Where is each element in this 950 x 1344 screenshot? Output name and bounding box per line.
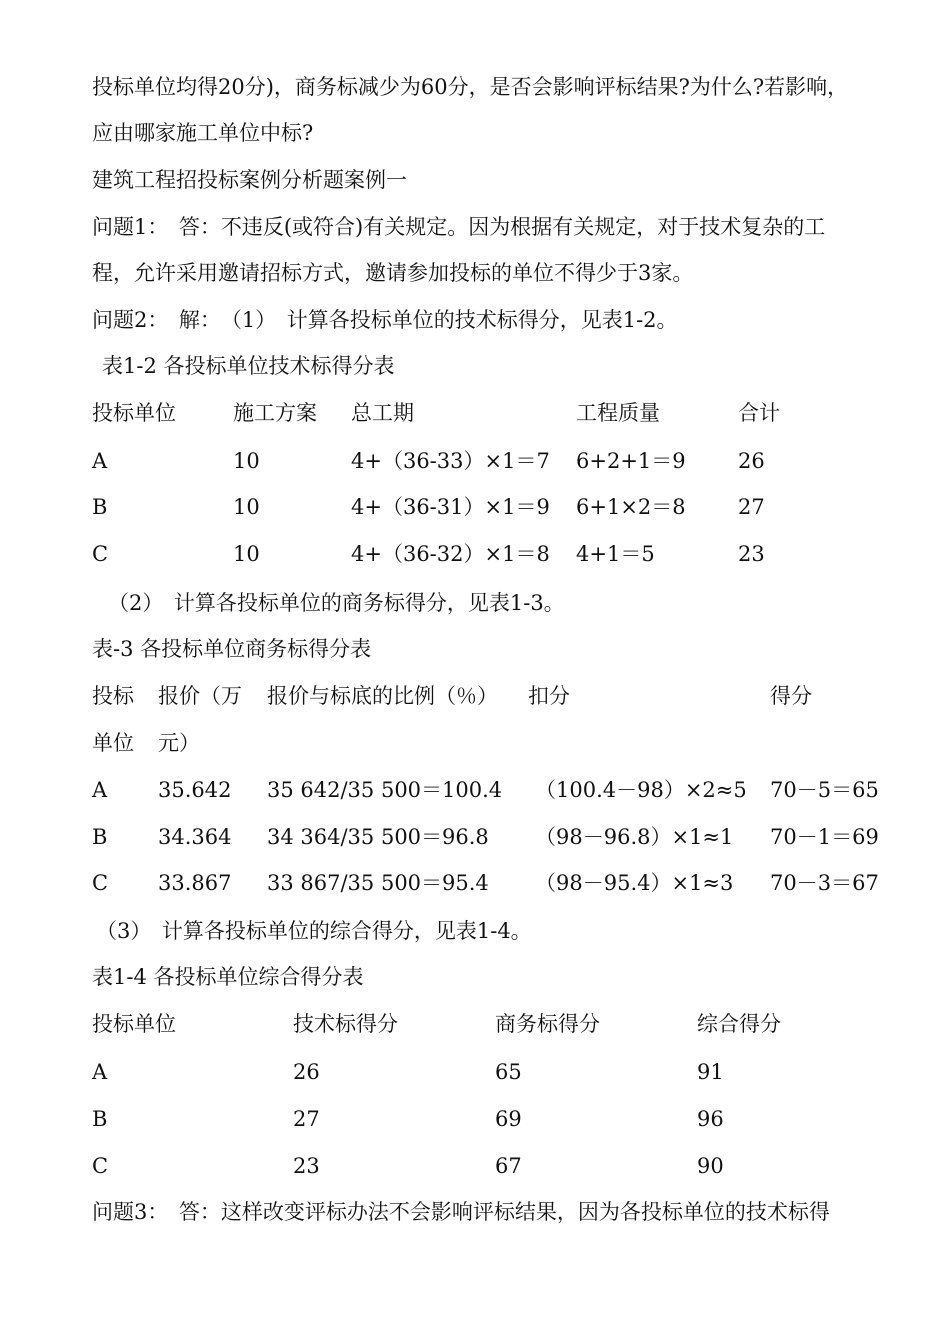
header-cell: 综合得分	[697, 1012, 781, 1036]
table-cell: B	[92, 825, 108, 849]
header-cell: 技术标得分	[293, 1012, 398, 1036]
table-cell: 23	[738, 542, 765, 566]
table-cell: A	[92, 449, 108, 473]
table-cell: 35.642	[158, 778, 232, 802]
header-cell: 投标单位	[92, 1012, 176, 1036]
table-cell: C	[92, 542, 109, 566]
table-cell: 27	[738, 495, 765, 519]
answer-3: 问题3： 答：这样改变评标办法不会影响评标结果，因为各投标单位的技术标得	[92, 1200, 830, 1224]
section-title: 建筑工程招投标案例分析题案例一	[92, 168, 407, 192]
table-cell: A	[92, 1060, 108, 1084]
table-cell: 34 364/35 500＝96.8	[267, 825, 489, 849]
table-cell: 10	[233, 542, 260, 566]
header-cell: 得分	[770, 684, 812, 708]
table-cell: （98－96.8）×1≈1	[535, 825, 734, 849]
header-cell: 合计	[738, 401, 780, 425]
table-cell: 70－3＝67	[770, 871, 879, 895]
header-cell: 元）	[158, 731, 200, 755]
header-cell: 单位	[92, 731, 134, 755]
table-cell: C	[92, 871, 109, 895]
table-cell: 67	[495, 1154, 522, 1178]
header-cell: 报价与标底的比例（％）	[267, 684, 498, 708]
table-cell: 91	[697, 1060, 724, 1084]
header-cell: 工程质量	[576, 401, 660, 425]
table-cell: C	[92, 1154, 109, 1178]
table-cell: 10	[233, 449, 260, 473]
table-cell: 27	[293, 1107, 320, 1131]
table-cell: 96	[697, 1107, 724, 1131]
table-cell: 34.364	[158, 825, 232, 849]
table-1-4-caption: 表1-4 各投标单位综合得分表	[92, 965, 364, 989]
table-cell: 70－5＝65	[770, 778, 879, 802]
table-cell: 65	[495, 1060, 522, 1084]
answer-2-step-2: （2） 计算各投标单位的商务标得分，见表1-3。	[108, 591, 565, 615]
table-cell: 70－1＝69	[770, 825, 879, 849]
table-cell: （98－95.4）×1≈3	[535, 871, 734, 895]
table-cell: 23	[293, 1154, 320, 1178]
table-cell: 35 642/35 500＝100.4	[267, 778, 503, 802]
answer-1-line-2: 程，允许采用邀请招标方式，邀请参加投标的单位不得少于3家。	[92, 261, 694, 285]
answer-1-line-1: 问题1： 答：不违反(或符合)有关规定。因为根据有关规定，对于技术复杂的工	[92, 215, 826, 239]
table-cell: B	[92, 495, 108, 519]
header-cell: 总工期	[351, 401, 414, 425]
table-1-2-caption: 表1-2 各投标单位技术标得分表	[102, 354, 395, 378]
table-cell: 26	[293, 1060, 320, 1084]
table-cell: 33.867	[158, 871, 232, 895]
table-cell: 6+2+1＝9	[576, 449, 686, 473]
header-cell: 投标单位	[92, 401, 176, 425]
table-cell: 4+（36-33）×1＝7	[351, 449, 550, 473]
table-cell: （100.4－98）×2≈5	[535, 778, 747, 802]
table-cell: 10	[233, 495, 260, 519]
answer-2-intro: 问题2： 解： （1） 计算各投标单位的技术标得分，见表1-2。	[92, 308, 678, 332]
header-cell: 投标	[92, 684, 134, 708]
paragraph-question-continued: 投标单位均得20分)，商务标减少为60分，是否会影响评标结果?为什么?若影响，	[92, 75, 849, 99]
table-cell: 26	[738, 449, 765, 473]
table-cell: 4+1＝5	[576, 542, 655, 566]
table-cell: B	[92, 1107, 108, 1131]
table-cell: 33 867/35 500＝95.4	[267, 871, 489, 895]
header-cell: 扣分	[528, 684, 570, 708]
table-cell: 69	[495, 1107, 522, 1131]
paragraph-question-end: 应由哪家施工单位中标?	[92, 121, 314, 145]
answer-2-step-3: （3） 计算各投标单位的综合得分，见表1-4。	[96, 919, 532, 943]
table-1-3-caption: 表-3 各投标单位商务标得分表	[92, 637, 372, 661]
header-cell: 施工方案	[233, 401, 317, 425]
table-cell: 6+1×2＝8	[576, 495, 686, 519]
table-cell: 90	[697, 1154, 724, 1178]
header-cell: 报价（万	[158, 684, 242, 708]
table-cell: 4+（36-31）×1＝9	[351, 495, 550, 519]
table-cell: A	[92, 778, 108, 802]
table-cell: 4+（36-32）×1＝8	[351, 542, 550, 566]
header-cell: 商务标得分	[495, 1012, 600, 1036]
